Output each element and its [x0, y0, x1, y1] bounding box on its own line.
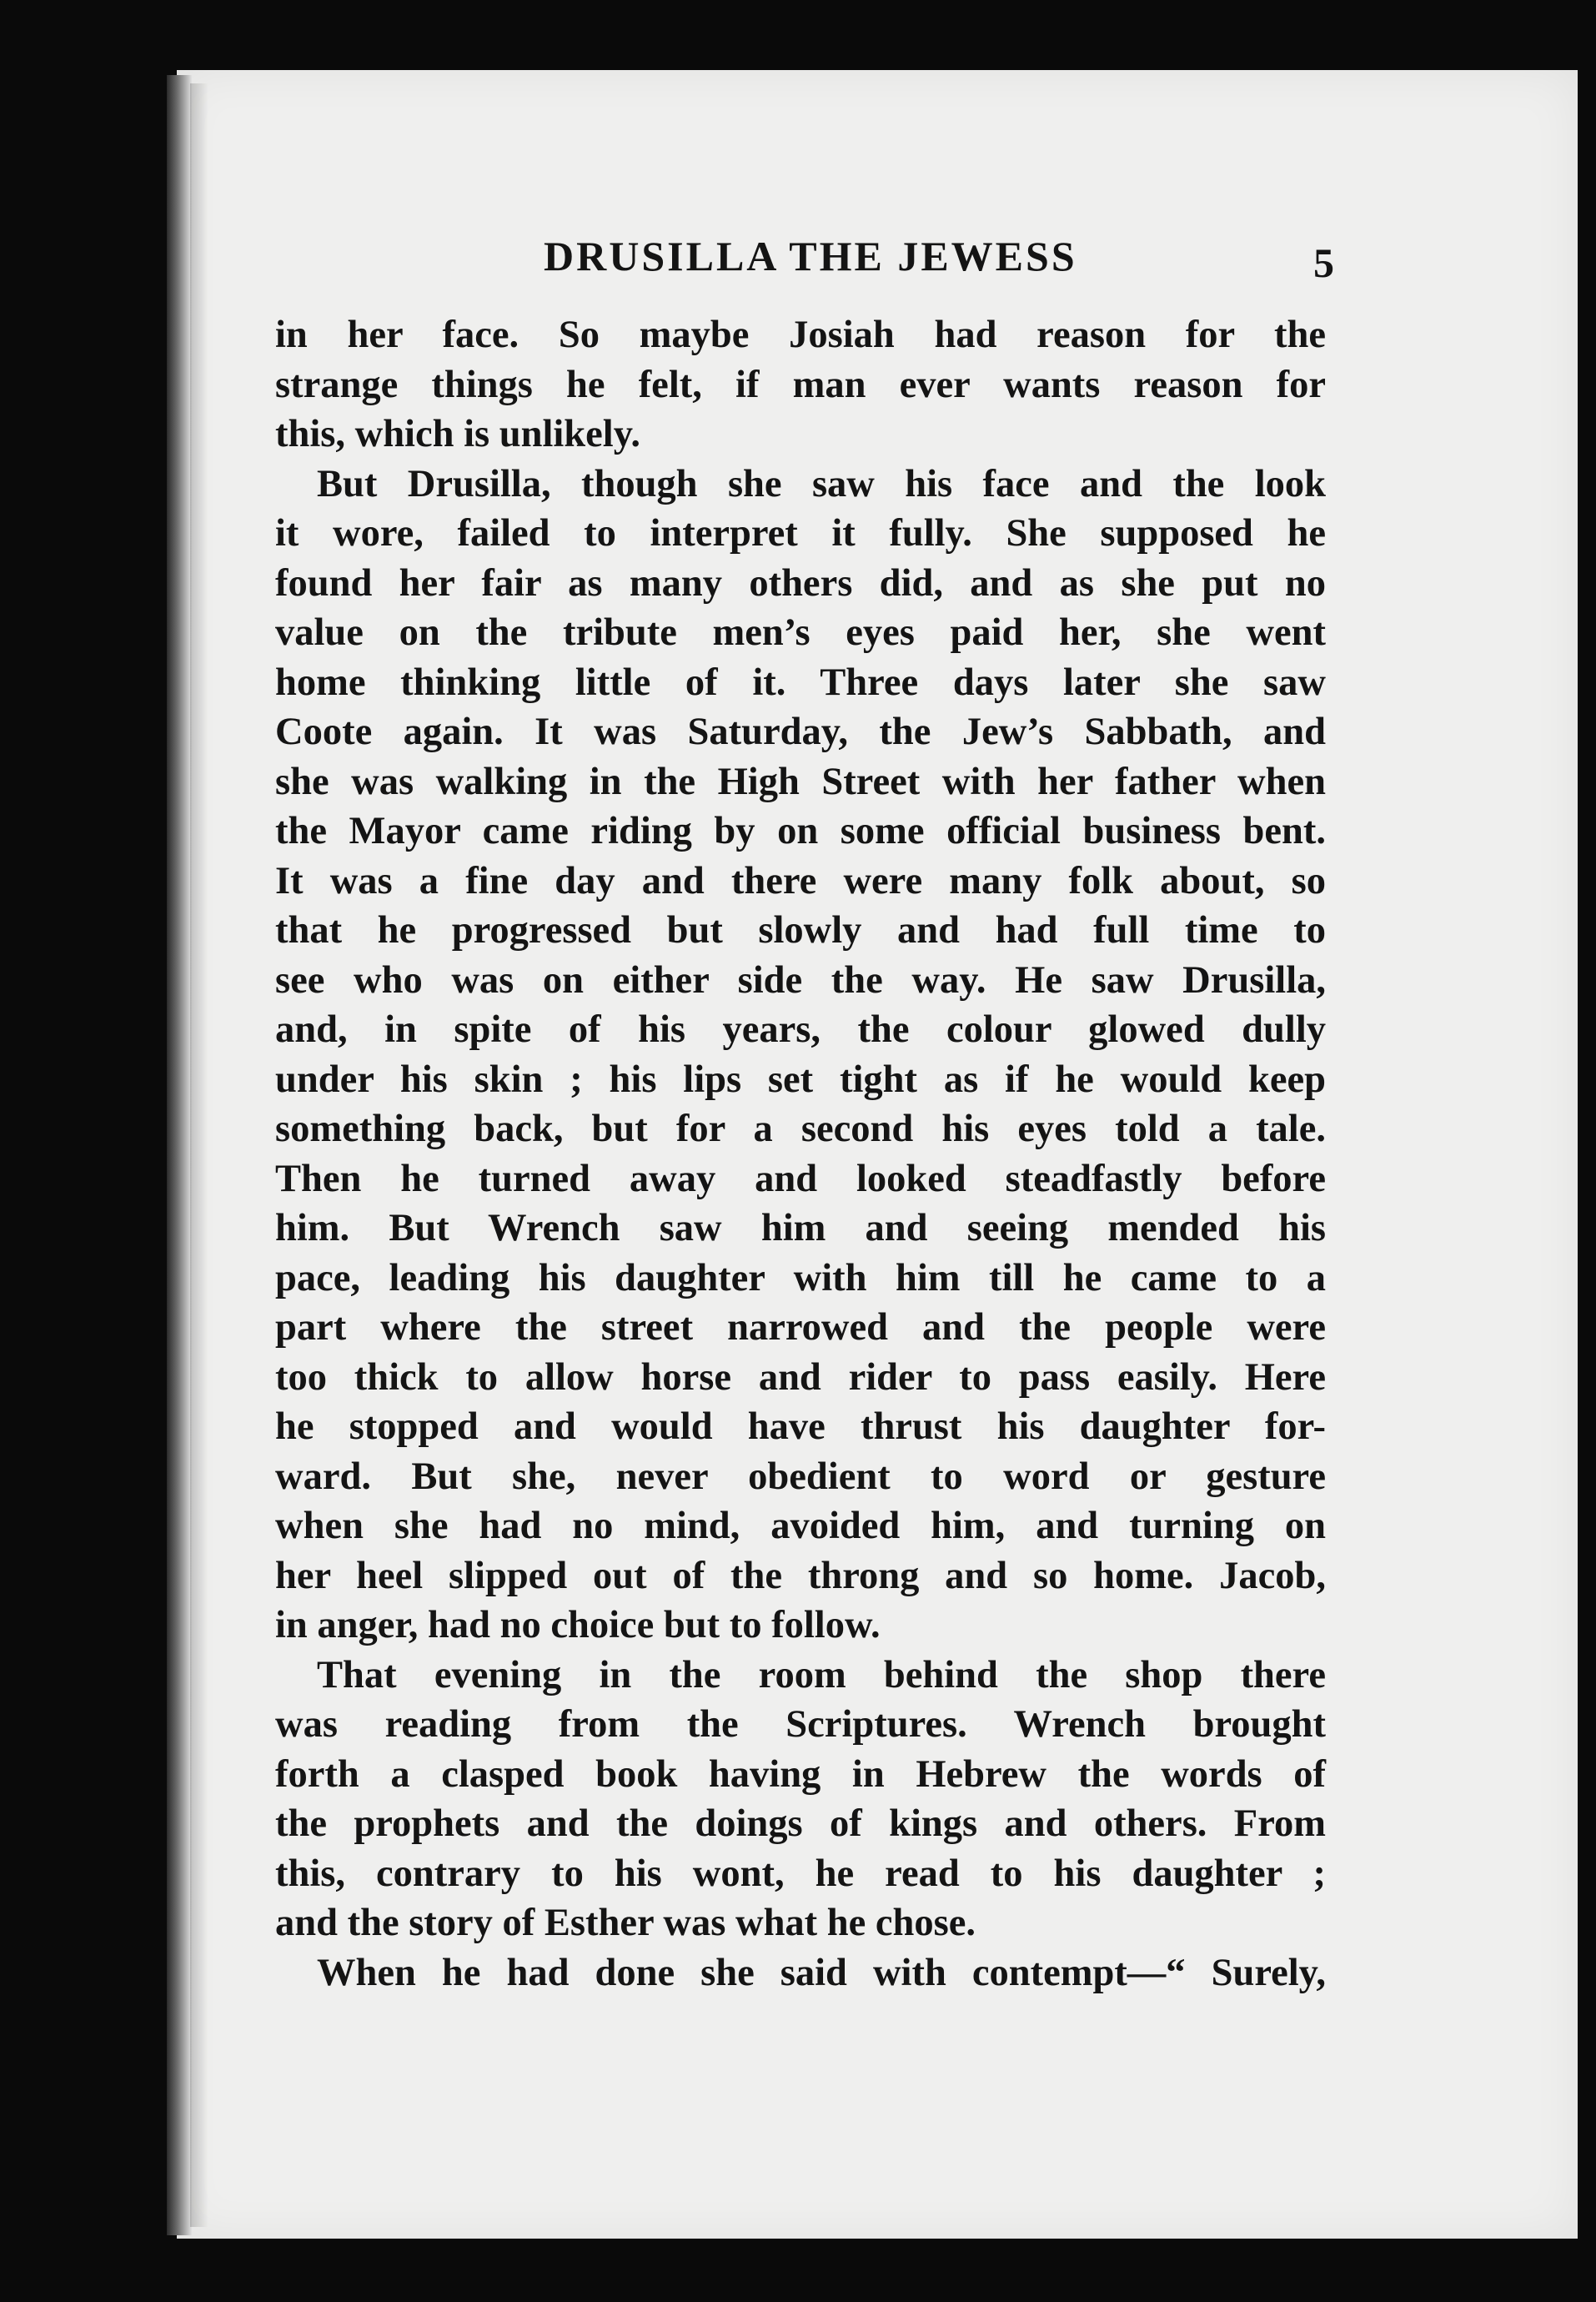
gutter-shadow: [190, 83, 208, 2227]
text-line: Coote again. It was Saturday, the Jew’s Sabbath, and: [275, 711, 1326, 753]
text-line: in her face. So maybe Josiah had reason for the: [275, 314, 1326, 356]
text-line: that he progressed but slowly and had full time to: [275, 909, 1326, 952]
text-line: the prophets and the doings of kings and others. From: [275, 1802, 1326, 1845]
text-line: see who was on either side the way. He saw Drusilla,: [275, 958, 1326, 1002]
text-line: home thinking little of it. Three days later she saw: [275, 661, 1326, 704]
running-title: DRUSILLA THE JEWESS: [544, 233, 1077, 279]
text-line: But Drusilla, though she saw his face and the look: [317, 462, 1326, 505]
text-line: her heel slipped out of the throng and so home. Jacob,: [275, 1554, 1326, 1597]
text-line: and the story of Esther was what he chose.: [275, 1902, 976, 1944]
text-line: this, which is unlikely.: [275, 413, 641, 455]
text-line: this, contrary to his wont, he read to his daughter ;: [275, 1852, 1326, 1895]
book-binding-edge: [167, 75, 192, 2235]
text-line: forth a clasped book having in Hebrew the words of: [275, 1752, 1326, 1796]
page-number: 5: [1313, 239, 1334, 286]
text-line: something back, but for a second his eyes told a tale.: [275, 1108, 1326, 1150]
paragraph: [275, 1651, 1326, 1948]
text-line: him. But Wrench saw him and seeing mended his: [275, 1207, 1326, 1249]
text-line: in anger, had no choice but to follow.: [275, 1604, 881, 1646]
text-line: part where the street narrowed and the people were: [275, 1306, 1326, 1349]
text-line: it wore, failed to interpret it fully. She supposed he: [275, 512, 1326, 555]
text-line: was reading from the Scriptures. Wrench brought: [275, 1703, 1326, 1746]
paragraph: [275, 460, 1326, 1651]
text-line: found her fair as many others did, and as she put no: [275, 561, 1326, 605]
paragraph: [275, 310, 1326, 460]
text-line: she was walking in the High Street with her father when: [275, 760, 1326, 803]
text-line: That evening in the room behind the shop there: [317, 1653, 1326, 1696]
text-line: he stopped and would have thrust his daughter for-: [275, 1405, 1326, 1448]
body-text: [275, 310, 1326, 1998]
text-line: When he had done she said with contempt—“ Surely,: [317, 1951, 1326, 1994]
text-line: and, in spite of his years, the colour glowed dully: [275, 1008, 1326, 1051]
text-line: when she had no mind, avoided him, and turning on: [275, 1505, 1326, 1547]
text-line: pace, leading his daughter with him till he came to a: [275, 1256, 1326, 1299]
text-line: Then he turned away and looked steadfastly before: [275, 1157, 1326, 1200]
paragraph: [275, 1948, 1326, 1998]
page-header: [177, 232, 1578, 290]
text-line: under his skin ; his lips set tight as if he would keep: [275, 1058, 1326, 1101]
text-line: too thick to allow horse and rider to pass easily. Here: [275, 1355, 1326, 1399]
text-line: ward. But she, never obedient to word or gesture: [275, 1455, 1326, 1498]
text-line: the Mayor came riding by on some official business bent.: [275, 810, 1326, 852]
text-line: value on the tribute men’s eyes paid her, she went: [275, 611, 1326, 654]
text-line: strange things he felt, if man ever wants reason for: [275, 363, 1326, 406]
text-line: It was a fine day and there were many folk about, so: [275, 859, 1326, 902]
